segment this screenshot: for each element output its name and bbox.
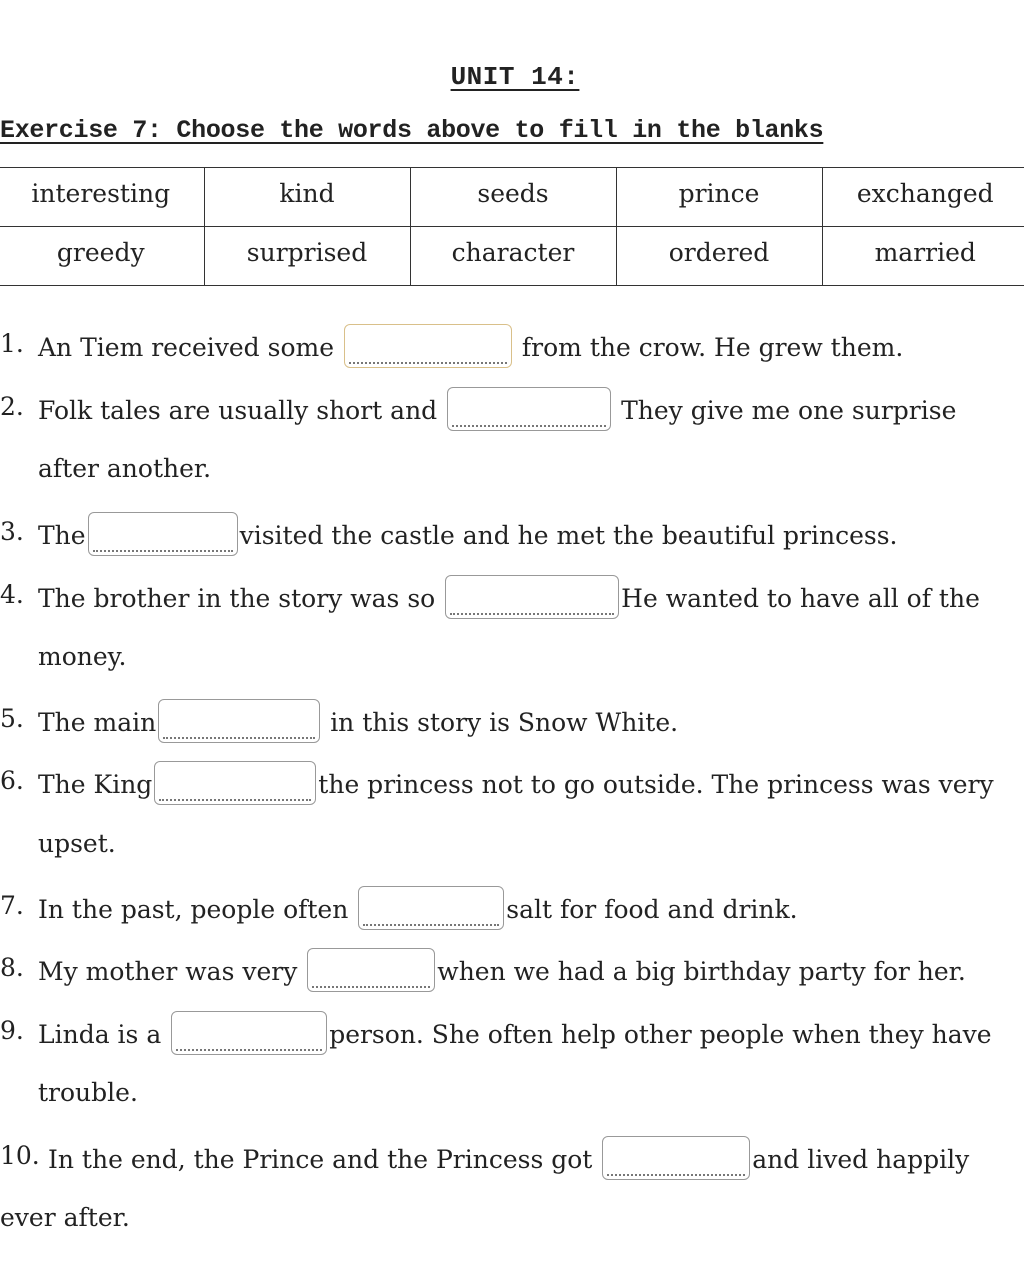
question-2 [38, 387, 956, 427]
word-bank-cell: exchanged [822, 168, 1024, 227]
question-number: 5. [0, 704, 24, 733]
question-number: 9. [0, 1016, 24, 1045]
question-text: In the past, people often [38, 895, 349, 924]
question-10 [48, 1136, 969, 1176]
question-text: The brother in the story was so [38, 584, 436, 613]
question-text: The King [38, 770, 153, 799]
word-bank-cell: interesting [0, 168, 204, 227]
question-5 [38, 699, 678, 739]
question-text: visited the castle and he met the beautiful princess. [239, 521, 898, 550]
question-text: My mother was very [38, 957, 298, 986]
question-text: upset. [38, 829, 116, 858]
answer-blank-10[interactable] [602, 1136, 750, 1180]
answer-blank-7[interactable] [358, 886, 504, 930]
answer-blank-3[interactable] [88, 512, 238, 556]
question-text: They give me one surprise [621, 396, 957, 425]
question-text: person. She often help other people when they have [329, 1020, 992, 1049]
word-bank-cell: ordered [616, 227, 822, 286]
question-9 [38, 1011, 992, 1051]
question-number: 7. [0, 891, 24, 920]
answer-blank-5[interactable] [158, 699, 320, 743]
question-text: the princess not to go outside. The princess was very [318, 770, 994, 799]
word-bank-table [0, 167, 1024, 286]
question-text: In the end, the Prince and the Princess got [48, 1145, 593, 1174]
question-text: trouble. [38, 1078, 138, 1107]
question-text: The main [38, 708, 157, 737]
question-text: money. [38, 642, 127, 671]
answer-blank-1[interactable] [344, 324, 512, 368]
question-number: 3. [0, 517, 24, 546]
question-text: from the crow. He grew them. [521, 333, 904, 362]
question-6 [38, 761, 994, 801]
question-text: in this story is Snow White. [330, 708, 679, 737]
answer-blank-9[interactable] [171, 1011, 327, 1055]
question-8 [38, 948, 966, 988]
question-text: An Tiem received some [38, 333, 335, 362]
word-bank-cell: married [822, 227, 1024, 286]
word-bank-cell: seeds [410, 168, 616, 227]
question-number: 1. [0, 329, 24, 358]
word-bank-cell: character [410, 227, 616, 286]
question-number: 2. [0, 392, 24, 421]
question-text: The [38, 521, 86, 550]
question-text: when we had a big birthday party for her. [437, 957, 966, 986]
word-bank-row [0, 227, 1024, 286]
question-text: after another. [38, 454, 212, 483]
question-text: Linda is a [38, 1020, 162, 1049]
question-number: 8. [0, 953, 24, 982]
answer-blank-8[interactable] [307, 948, 435, 992]
question-text: Folk tales are usually short and [38, 396, 438, 425]
question-4 [38, 575, 980, 615]
answer-blank-4[interactable] [445, 575, 619, 619]
word-bank-cell: surprised [204, 227, 410, 286]
exercise-title: Exercise 7: Choose the words above to fill in the blanks [0, 116, 824, 145]
question-3 [38, 512, 898, 552]
question-text: He wanted to have all of the [621, 584, 980, 613]
unit-title: UNIT 14: [450, 62, 580, 92]
word-bank-row [0, 168, 1024, 227]
answer-blank-6[interactable] [154, 761, 316, 805]
question-text: salt for food and drink. [506, 895, 798, 924]
word-bank-cell: greedy [0, 227, 204, 286]
word-bank-cell: kind [204, 168, 410, 227]
question-number: 6. [0, 766, 24, 795]
question-7 [38, 886, 798, 926]
question-number: 10. [0, 1141, 40, 1170]
question-text: and lived happily [752, 1145, 970, 1174]
question-text: ever after. [0, 1203, 130, 1232]
question-1 [38, 324, 903, 364]
question-number: 4. [0, 580, 24, 609]
answer-blank-2[interactable] [447, 387, 611, 431]
word-bank-cell: prince [616, 168, 822, 227]
